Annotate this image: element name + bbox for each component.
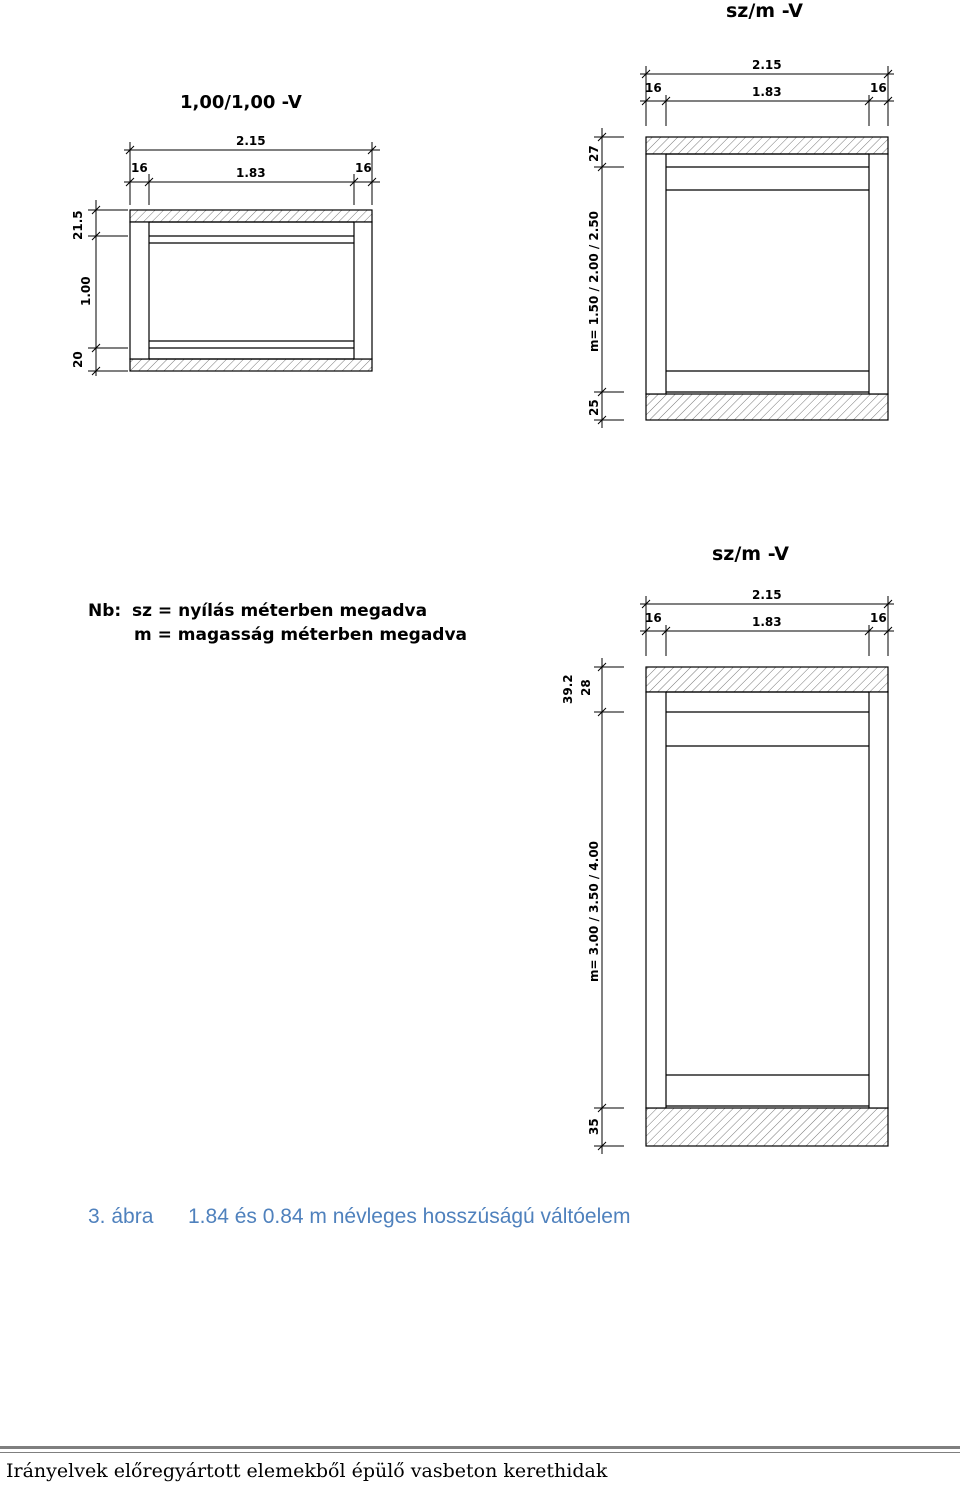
drawing-1-inner-width: 1.83 (236, 166, 266, 180)
drawing-2-bottom-slab-thickness: 25 (587, 399, 601, 416)
drawing-3-top-slab-height: 39.2 (561, 674, 575, 704)
drawing-2-left-wall: 16 (645, 81, 662, 95)
drawing-3-title: sz/m -V (712, 543, 789, 565)
drawing-3-bottom-slab-thickness: 35 (587, 1118, 601, 1135)
note-line-1: sz = nyílás méterben megadva (132, 601, 428, 621)
drawing-1-left-wall: 16 (131, 161, 148, 175)
drawing-3-inner-width: 1.83 (752, 615, 782, 629)
note-line-2: m = magasság méterben megadva (134, 625, 468, 645)
drawing-1-total-width: 2.15 (236, 134, 266, 148)
drawing-3-total-width: 2.15 (752, 588, 782, 602)
drawing-3-left-wall: 16 (645, 611, 662, 625)
note-prefix: Nb: (88, 601, 122, 621)
figure-number: 3. ábra (88, 1205, 154, 1228)
footer-rule-thin (0, 1452, 960, 1453)
drawing-3-frame-outline (646, 667, 888, 1146)
frame-drawing-3 (561, 543, 894, 1154)
drawing-2-clear-height: m= 1.50 / 2.00 / 2.50 (587, 210, 601, 352)
drawing-2-top-slab-thickness: 27 (587, 145, 601, 162)
drawing-3-top-slab-thickness: 28 (579, 679, 593, 696)
figure-caption-text: 1.84 és 0.84 m névleges hosszúságú váltóelem (188, 1205, 631, 1228)
drawing-1-bottom-slab-thickness: 20 (71, 351, 85, 368)
drawing-1-right-wall: 16 (355, 161, 372, 175)
drawing-2-inner-width: 1.83 (752, 85, 782, 99)
notes (88, 601, 467, 645)
drawing-1-vertical-dimensions (88, 200, 128, 376)
drawing-2-frame-outline (646, 137, 888, 420)
drawing-2-right-wall: 16 (870, 81, 887, 95)
drawing-1-title: 1,00/1,00 -V (180, 92, 302, 113)
drawing-3-clear-height: m= 3.00 / 3.50 / 4.00 (587, 840, 601, 982)
footer-rule-thick (0, 1446, 960, 1449)
drawing-2-title: sz/m -V (726, 0, 803, 22)
drawing-1-frame-outline (130, 210, 372, 371)
frame-drawing-1 (71, 92, 380, 376)
frame-drawing-2 (587, 0, 894, 428)
figure-caption (88, 1205, 630, 1229)
drawing-2-total-width: 2.15 (752, 58, 782, 72)
page-footer: Irányelvek előregyártott elemekből épülő vasbeton kerethidak (6, 1460, 608, 1482)
drawing-1-clear-height: 1.00 (79, 276, 93, 306)
drawing-1-top-slab-thickness: 21.5 (71, 210, 85, 240)
drawing-3-right-wall: 16 (870, 611, 887, 625)
